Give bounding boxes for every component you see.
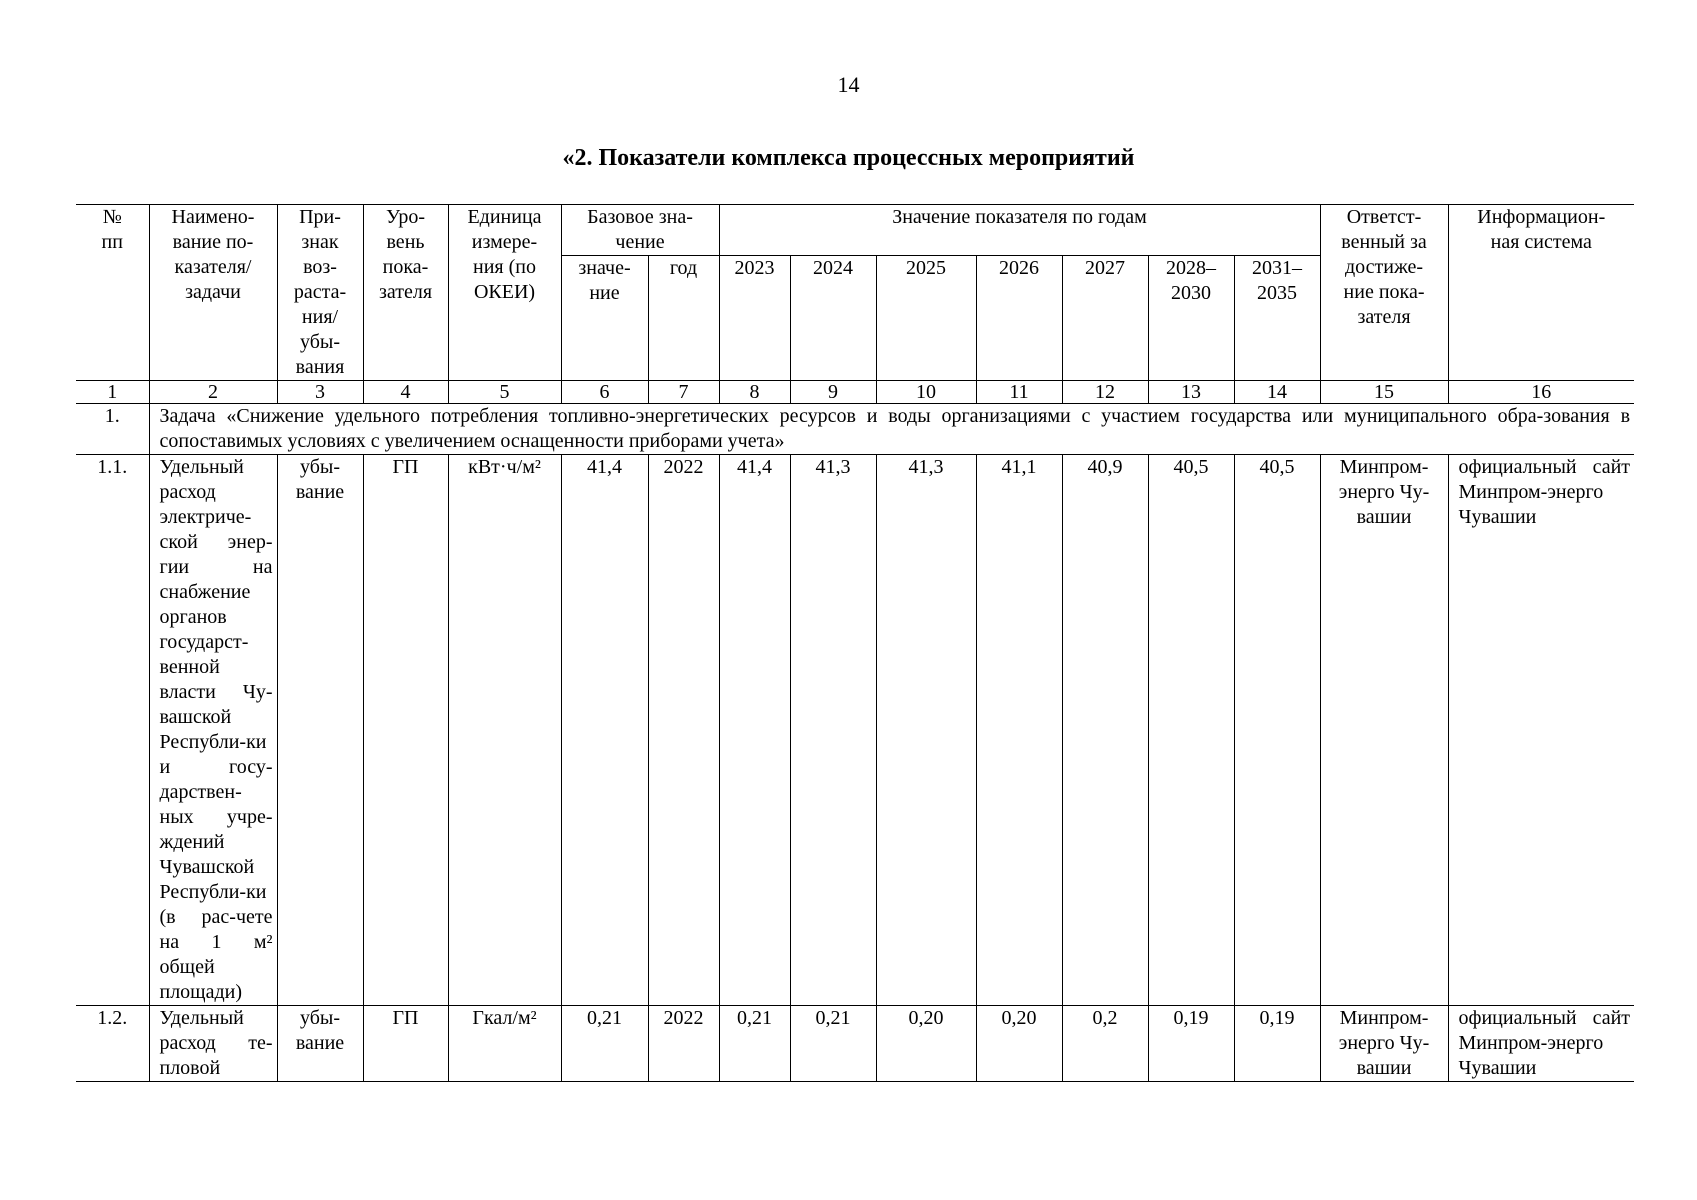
indicator-level: ГП — [363, 1006, 448, 1082]
header-responsible: Ответст- венный за достиже- ние пока- зателя — [1320, 205, 1448, 381]
year-value: 40,5 — [1148, 455, 1234, 1006]
header-base-value: значе- ние — [561, 256, 648, 381]
column-number: 16 — [1448, 381, 1634, 404]
header-year: 2027 — [1062, 256, 1148, 381]
row-number: 1.1. — [76, 455, 149, 1006]
indicator-unit: кВт·ч/м² — [448, 455, 561, 1006]
header-years-group: Значение показателя по годам — [719, 205, 1320, 256]
column-number: 3 — [277, 381, 363, 404]
header-level: Уро- вень пока- зателя — [363, 205, 448, 381]
column-number: 14 — [1234, 381, 1320, 404]
column-number-row — [76, 381, 1634, 404]
info-system: официальный сайт Минпром-энерго Чувашии — [1448, 455, 1634, 1006]
header-sign: При- знак воз- раста- ния/ убы- вания — [277, 205, 363, 381]
header-info-system: Информацион- ная система — [1448, 205, 1634, 381]
page-number: 14 — [837, 72, 860, 97]
header-base: Базовое зна- чение — [561, 205, 719, 256]
year-value: 0,19 — [1234, 1006, 1320, 1082]
column-number: 9 — [790, 381, 876, 404]
column-number: 1 — [76, 381, 149, 404]
indicator-sign: убы- вание — [277, 1006, 363, 1082]
column-number: 2 — [149, 381, 277, 404]
info-system: официальный сайт Минпром-энерго Чувашии — [1448, 1006, 1634, 1082]
header-name: Наимено- вание по- казателя/ задачи — [149, 205, 277, 381]
header-year: 2028– 2030 — [1148, 256, 1234, 381]
column-number: 8 — [719, 381, 790, 404]
indicator-unit: Гкал/м² — [448, 1006, 561, 1082]
table-row — [76, 455, 1634, 1006]
column-number: 7 — [648, 381, 719, 404]
base-value: 41,4 — [561, 455, 648, 1006]
column-number: 6 — [561, 381, 648, 404]
task-number: 1. — [76, 404, 149, 455]
year-value: 0,20 — [876, 1006, 976, 1082]
header-no: № пп — [76, 205, 149, 381]
header-row-1 — [76, 205, 1634, 256]
year-value: 0,2 — [1062, 1006, 1148, 1082]
header-year: 2025 — [876, 256, 976, 381]
task-text: Задача «Снижение удельного потребления топливно-энергетических ресурсов и воды организациями с участием государства или муниципального обра-зования в сопоставимых условиях с увеличением оснащенности приборами учета» — [149, 404, 1634, 455]
column-number: 13 — [1148, 381, 1234, 404]
column-number: 15 — [1320, 381, 1448, 404]
row-number: 1.2. — [76, 1006, 149, 1082]
responsible: Минпром- энерго Чу- вашии — [1320, 1006, 1448, 1082]
year-value: 40,5 — [1234, 455, 1320, 1006]
header-year: 2031– 2035 — [1234, 256, 1320, 381]
base-value: 0,21 — [561, 1006, 648, 1082]
header-year: 2026 — [976, 256, 1062, 381]
year-value: 0,20 — [976, 1006, 1062, 1082]
indicator-name: Удельный расход те-пловой — [149, 1006, 277, 1082]
column-number: 4 — [363, 381, 448, 404]
year-value: 0,19 — [1148, 1006, 1234, 1082]
task-row — [76, 404, 1634, 455]
indicator-level: ГП — [363, 455, 448, 1006]
table-row — [76, 1006, 1634, 1082]
indicator-name: Удельный расход электриче-ской энер-гии на снабжение органов государст-венной власти Чу-вашской Республи-ки и госу-дарствен-ных учре-ждений Чувашской Республи-ки (в рас-чете на 1 м² общей площади) — [149, 455, 277, 1006]
indicators-table — [76, 204, 1634, 1082]
column-number: 5 — [448, 381, 561, 404]
base-year: 2022 — [648, 1006, 719, 1082]
indicator-sign: убы- вание — [277, 455, 363, 1006]
column-number: 10 — [876, 381, 976, 404]
year-value: 41,1 — [976, 455, 1062, 1006]
year-value: 41,4 — [719, 455, 790, 1006]
column-number: 11 — [976, 381, 1062, 404]
year-value: 0,21 — [719, 1006, 790, 1082]
year-value: 41,3 — [876, 455, 976, 1006]
year-value: 0,21 — [790, 1006, 876, 1082]
header-base-year: год — [648, 256, 719, 381]
year-value: 40,9 — [1062, 455, 1148, 1006]
section-title: «2. Показатели комплекса процессных мероприятий — [562, 145, 1135, 171]
header-year: 2023 — [719, 256, 790, 381]
base-year: 2022 — [648, 455, 719, 1006]
responsible: Минпром- энерго Чу- вашии — [1320, 455, 1448, 1006]
year-value: 41,3 — [790, 455, 876, 1006]
column-number: 12 — [1062, 381, 1148, 404]
header-unit: Единица измере- ния (по ОКЕИ) — [448, 205, 561, 381]
header-year: 2024 — [790, 256, 876, 381]
